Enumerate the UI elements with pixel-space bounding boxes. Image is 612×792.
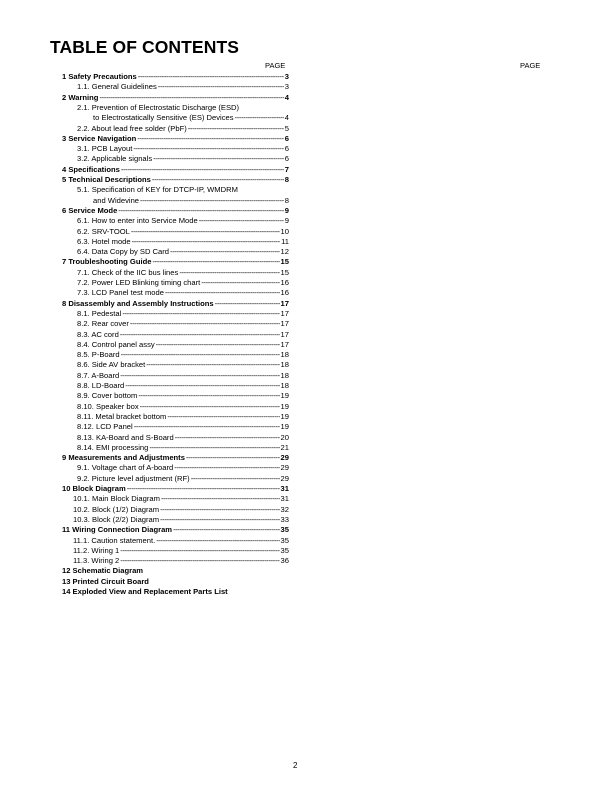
toc-entry-label: 2.1. Prevention of Electrostatic Discharge (ESD) xyxy=(77,102,240,112)
toc-entry-page-number: 17 xyxy=(280,319,289,329)
toc-section-entry[interactable] xyxy=(77,391,289,401)
toc-entry-page-number: 19 xyxy=(280,391,289,401)
dot-leader xyxy=(186,453,280,463)
toc-entry-page-number: 9 xyxy=(284,205,289,215)
dot-leader xyxy=(120,330,280,340)
dot-leader xyxy=(156,536,279,546)
toc-entry-page-number: 32 xyxy=(280,504,289,514)
toc-entry-label: 10 Block Diagram xyxy=(62,484,126,493)
toc-entry-label: 6.4. Data Copy by SD Card xyxy=(77,247,170,257)
toc-entry-page-number: 17 xyxy=(280,339,289,349)
toc-chapter-entry[interactable] xyxy=(62,175,289,185)
dot-leader xyxy=(120,556,279,566)
toc-entry-page-number: 31 xyxy=(280,494,289,504)
toc-entry-page-number: 35 xyxy=(280,535,289,545)
toc-section-entry[interactable] xyxy=(77,144,289,154)
dot-leader xyxy=(122,309,279,319)
dot-leader xyxy=(153,154,284,164)
dot-leader xyxy=(199,216,284,226)
dot-leader xyxy=(146,360,279,370)
toc-entry-label: 8.13. KA-Board and S-Board xyxy=(77,432,174,442)
toc-chapter-entry[interactable] xyxy=(62,206,289,216)
toc-entry-page-number: 20 xyxy=(280,432,289,442)
toc-chapter-entry[interactable] xyxy=(62,257,289,267)
toc-entry-label: 5.1. Specification of KEY for DTCP-IP, WMDRM xyxy=(77,185,238,195)
dot-leader xyxy=(127,484,280,494)
toc-entry-label: 1.1. General Guidelines xyxy=(77,82,157,92)
toc-section-entry[interactable] xyxy=(77,82,289,92)
toc-entry-page-number: 7 xyxy=(284,164,289,174)
toc-entry-page-number: 9 xyxy=(284,216,289,226)
dot-leader xyxy=(158,82,284,92)
toc-entry-label: 6 Service Mode xyxy=(62,205,118,215)
dot-leader xyxy=(133,144,283,154)
toc-chapter-entry[interactable] xyxy=(62,566,289,576)
dot-leader xyxy=(179,268,279,278)
toc-entry-label: 4 Specifications xyxy=(62,164,120,174)
toc-chapter-entry[interactable] xyxy=(62,134,289,144)
toc-entry-page-number: 11 xyxy=(281,236,289,246)
toc-entry-page-number: 19 xyxy=(280,422,289,432)
toc-entry-page-number: 3 xyxy=(284,72,289,81)
toc-entry-page-number: 15 xyxy=(280,267,289,277)
toc-entry-page-number: 18 xyxy=(280,350,289,360)
dot-leader xyxy=(138,72,284,82)
toc-entry-label: 2.2. About lead free solder (PbF) xyxy=(77,123,187,133)
toc-section-entry[interactable] xyxy=(77,422,289,432)
toc-entry-page-number: 17 xyxy=(280,298,289,308)
toc-entry-page-number: 5 xyxy=(284,123,289,133)
toc-entry-label: 7 Troubleshooting Guide xyxy=(62,257,152,267)
toc-entry-page-number: 19 xyxy=(280,411,289,421)
toc-entry-label: 8.3. AC cord xyxy=(77,329,119,339)
toc-entry-label: 13 Printed Circuit Board xyxy=(62,576,149,586)
toc-section-entry[interactable] xyxy=(77,350,289,360)
toc-entry-page-number: 8 xyxy=(284,175,289,184)
dot-leader xyxy=(132,237,281,247)
dot-leader xyxy=(201,278,279,288)
toc-entry-page-number: 6 xyxy=(284,144,289,154)
toc-entry-label: 8.12. LCD Panel xyxy=(77,422,133,432)
dot-leader xyxy=(121,350,280,360)
toc-entry-page-number: 19 xyxy=(280,401,289,411)
toc-entry-label: 3.2. Applicable signals xyxy=(77,154,153,164)
dot-leader xyxy=(134,422,280,432)
dot-leader xyxy=(215,299,280,309)
toc-entry-page-number: 8 xyxy=(284,195,289,205)
dot-leader xyxy=(191,474,280,484)
toc-entry-page-number: 12 xyxy=(280,247,289,257)
toc-entry-label: 8.4. Control panel assy xyxy=(77,339,155,349)
toc-entry-label: 11.3. Wiring 2 xyxy=(73,556,120,566)
toc-entry-label-continued: to Electrostatically Sensitive (ES) Devices xyxy=(93,113,234,123)
dot-leader xyxy=(121,165,284,175)
toc-entry-label: 7.1. Check of the IIC bus lines xyxy=(77,267,179,277)
toc-section-entry[interactable] xyxy=(77,237,289,247)
toc-entry-label-continued: and Widevine xyxy=(93,195,140,205)
dot-leader xyxy=(173,525,279,535)
toc-section-entry[interactable] xyxy=(77,330,289,340)
dot-leader xyxy=(160,515,279,525)
dot-leader xyxy=(120,546,279,556)
toc-entry-label: 8.2. Rear cover xyxy=(77,319,129,329)
toc-section-entry[interactable] xyxy=(77,216,289,226)
toc-entry-label: 8 Disassembly and Assembly Instructions xyxy=(62,298,214,308)
toc-entry-label: 12 Schematic Diagram xyxy=(62,566,144,576)
toc-entry-page-number: 6 xyxy=(284,154,289,164)
toc-entry-page-number: 17 xyxy=(280,329,289,339)
toc-entry-label: 2 Warning xyxy=(62,92,99,102)
toc-entry-label: 7.3. LCD Panel test mode xyxy=(77,288,164,298)
toc-entry-label: 9.2. Picture level adjustment (RF) xyxy=(77,473,190,483)
toc-entry-label: 8.8. LD-Board xyxy=(77,381,125,390)
dot-leader xyxy=(152,175,284,185)
toc-section-entry[interactable] xyxy=(73,515,289,525)
dot-leader xyxy=(120,371,279,381)
dot-leader xyxy=(161,494,280,504)
toc-entry-label: 9 Measurements and Adjustments xyxy=(62,453,185,463)
dot-leader xyxy=(137,134,283,144)
toc-section-entry[interactable] xyxy=(77,402,289,412)
toc-section-entry[interactable] xyxy=(77,319,289,329)
toc-entry-page-number: 18 xyxy=(280,360,289,370)
toc-chapter-entry[interactable] xyxy=(62,587,289,597)
dot-leader xyxy=(125,381,279,391)
dot-leader xyxy=(130,319,280,329)
toc-section-entry[interactable] xyxy=(77,433,289,443)
toc-chapter-entry[interactable] xyxy=(62,453,289,463)
toc-entry-page-number: 33 xyxy=(280,514,289,524)
toc-entry-label: 8.7. A-Board xyxy=(77,370,120,380)
toc-entry-label: 8.11. Metal bracket bottom xyxy=(77,411,167,421)
toc-entry-label: 8.1. Pedestal xyxy=(77,308,122,318)
toc-entry-label: 6.2. SRV-TOOL xyxy=(77,226,130,236)
toc-chapter-entry[interactable] xyxy=(62,93,289,103)
page-column-header-right: PAGE xyxy=(520,61,541,70)
toc-entry-page-number: 16 xyxy=(280,278,289,287)
toc-entry-page-number: 35 xyxy=(280,545,289,555)
toc-chapter-entry[interactable] xyxy=(62,577,289,587)
toc-entry-page-number: 18 xyxy=(280,381,289,390)
toc-entry-page-number: 4 xyxy=(284,92,289,102)
toc-entry-label: 5 Technical Descriptions xyxy=(62,175,151,184)
toc-entry-page-number: 17 xyxy=(280,308,289,318)
toc-entry-label: 1 Safety Precautions xyxy=(62,72,137,81)
toc-section-entry[interactable] xyxy=(77,371,289,381)
toc-entry-label: 10.2. Block (1/2) Diagram xyxy=(73,504,160,514)
toc-section-entry[interactable] xyxy=(73,546,289,556)
dot-leader xyxy=(160,505,279,515)
toc-section-entry[interactable] xyxy=(73,536,289,546)
toc-entry-page-number: 36 xyxy=(280,556,289,566)
toc-entry-page-number: 31 xyxy=(280,484,289,493)
dot-leader xyxy=(152,257,279,267)
toc-entry-page-number: 3 xyxy=(284,82,289,92)
toc-entry-label: 8.10. Speaker box xyxy=(77,401,139,411)
toc-entry-label: 8.6. Side AV bracket xyxy=(77,360,146,370)
toc-entry-page-number: 18 xyxy=(280,370,289,380)
dot-leader xyxy=(165,288,280,298)
toc-section-entry[interactable] xyxy=(77,247,289,257)
toc-entry-page-number: 29 xyxy=(280,453,289,463)
toc-chapter-entry[interactable] xyxy=(62,484,289,494)
dot-leader xyxy=(167,412,279,422)
toc-entry-label: 10.1. Main Block Diagram xyxy=(73,494,160,504)
toc-entry-label: 8.14. EMI processing xyxy=(77,442,149,452)
toc-entry-label: 14 Exploded View and Replacement Parts List xyxy=(62,587,228,596)
toc-entry-label: 11.2. Wiring 1 xyxy=(73,545,120,555)
dot-leader xyxy=(149,443,279,453)
dot-leader xyxy=(170,247,280,257)
toc-section-entry[interactable] xyxy=(77,443,289,453)
dot-leader xyxy=(140,402,280,412)
toc-section-entry[interactable] xyxy=(77,463,289,473)
toc-section-entry[interactable] xyxy=(73,494,289,504)
toc-entry-page-number: 29 xyxy=(280,473,289,483)
toc-section-entry[interactable] xyxy=(77,154,289,164)
toc-section-entry[interactable] xyxy=(73,505,289,515)
toc-entry-page-number: 16 xyxy=(280,288,289,298)
page-column-header-left: PAGE xyxy=(265,61,286,70)
toc-entry-label: 10.3. Block (2/2) Diagram xyxy=(73,514,160,524)
toc-chapter-entry[interactable] xyxy=(62,299,289,309)
dot-leader xyxy=(99,93,283,103)
toc-section-entry[interactable] xyxy=(77,381,289,391)
toc-entry-label: 6.3. Hotel mode xyxy=(77,236,131,246)
toc-section-entry[interactable] xyxy=(93,113,289,123)
dot-leader xyxy=(188,124,284,134)
toc-entry-label: 3 Service Navigation xyxy=(62,133,137,143)
toc-section-entry[interactable] xyxy=(77,278,289,288)
toc-section-entry[interactable] xyxy=(73,556,289,566)
toc-section-entry[interactable] xyxy=(77,412,289,422)
toc-section-entry[interactable] xyxy=(77,474,289,484)
toc-section-entry[interactable] xyxy=(77,227,289,237)
toc-chapter-entry[interactable] xyxy=(62,72,289,82)
toc-entry-page-number: 15 xyxy=(280,257,289,267)
toc-chapter-entry[interactable] xyxy=(62,525,289,535)
dot-leader xyxy=(174,463,279,473)
toc-entry-page-number: 21 xyxy=(280,442,289,452)
toc-entry-label: 8.5. P-Board xyxy=(77,350,120,360)
toc-entry-label: 9.1. Voltage chart of A-board xyxy=(77,463,174,473)
toc-entry-page-number: 4 xyxy=(284,113,289,123)
dot-leader xyxy=(131,227,280,237)
toc-entry-page-number: 29 xyxy=(280,463,289,473)
toc-chapter-entry[interactable] xyxy=(62,165,289,175)
dot-leader xyxy=(156,340,280,350)
toc-section-entry[interactable] xyxy=(77,268,289,278)
toc-entry-page-number: 10 xyxy=(280,226,289,236)
toc-section-entry[interactable] xyxy=(77,340,289,350)
toc-entry-label: 11.1. Caution statement. xyxy=(73,535,156,545)
toc-section-entry[interactable] xyxy=(77,124,289,134)
toc-section-entry[interactable] xyxy=(77,309,289,319)
dot-leader xyxy=(118,206,283,216)
toc-entry-label: 6.1. How to enter into Service Mode xyxy=(77,216,198,226)
dot-leader xyxy=(138,391,279,401)
dot-leader xyxy=(140,196,284,206)
toc-section-entry[interactable] xyxy=(93,196,289,206)
dot-leader xyxy=(235,113,284,123)
toc-entry-label: 7.2. Power LED Blinking timing chart xyxy=(77,278,201,287)
toc-section-entry[interactable] xyxy=(77,360,289,370)
dot-leader xyxy=(175,433,280,443)
toc-entry-page-number: 35 xyxy=(280,525,289,535)
toc-entry-label: 8.9. Cover bottom xyxy=(77,391,138,401)
page-title: TABLE OF CONTENTS xyxy=(50,37,240,57)
toc-section-entry[interactable] xyxy=(77,288,289,298)
toc-entry-label: 3.1. PCB Layout xyxy=(77,144,133,154)
toc-entry-page-number: 6 xyxy=(284,133,289,143)
toc-entry-label: 11 Wiring Connection Diagram xyxy=(62,525,173,535)
page-number: 2 xyxy=(293,761,298,770)
